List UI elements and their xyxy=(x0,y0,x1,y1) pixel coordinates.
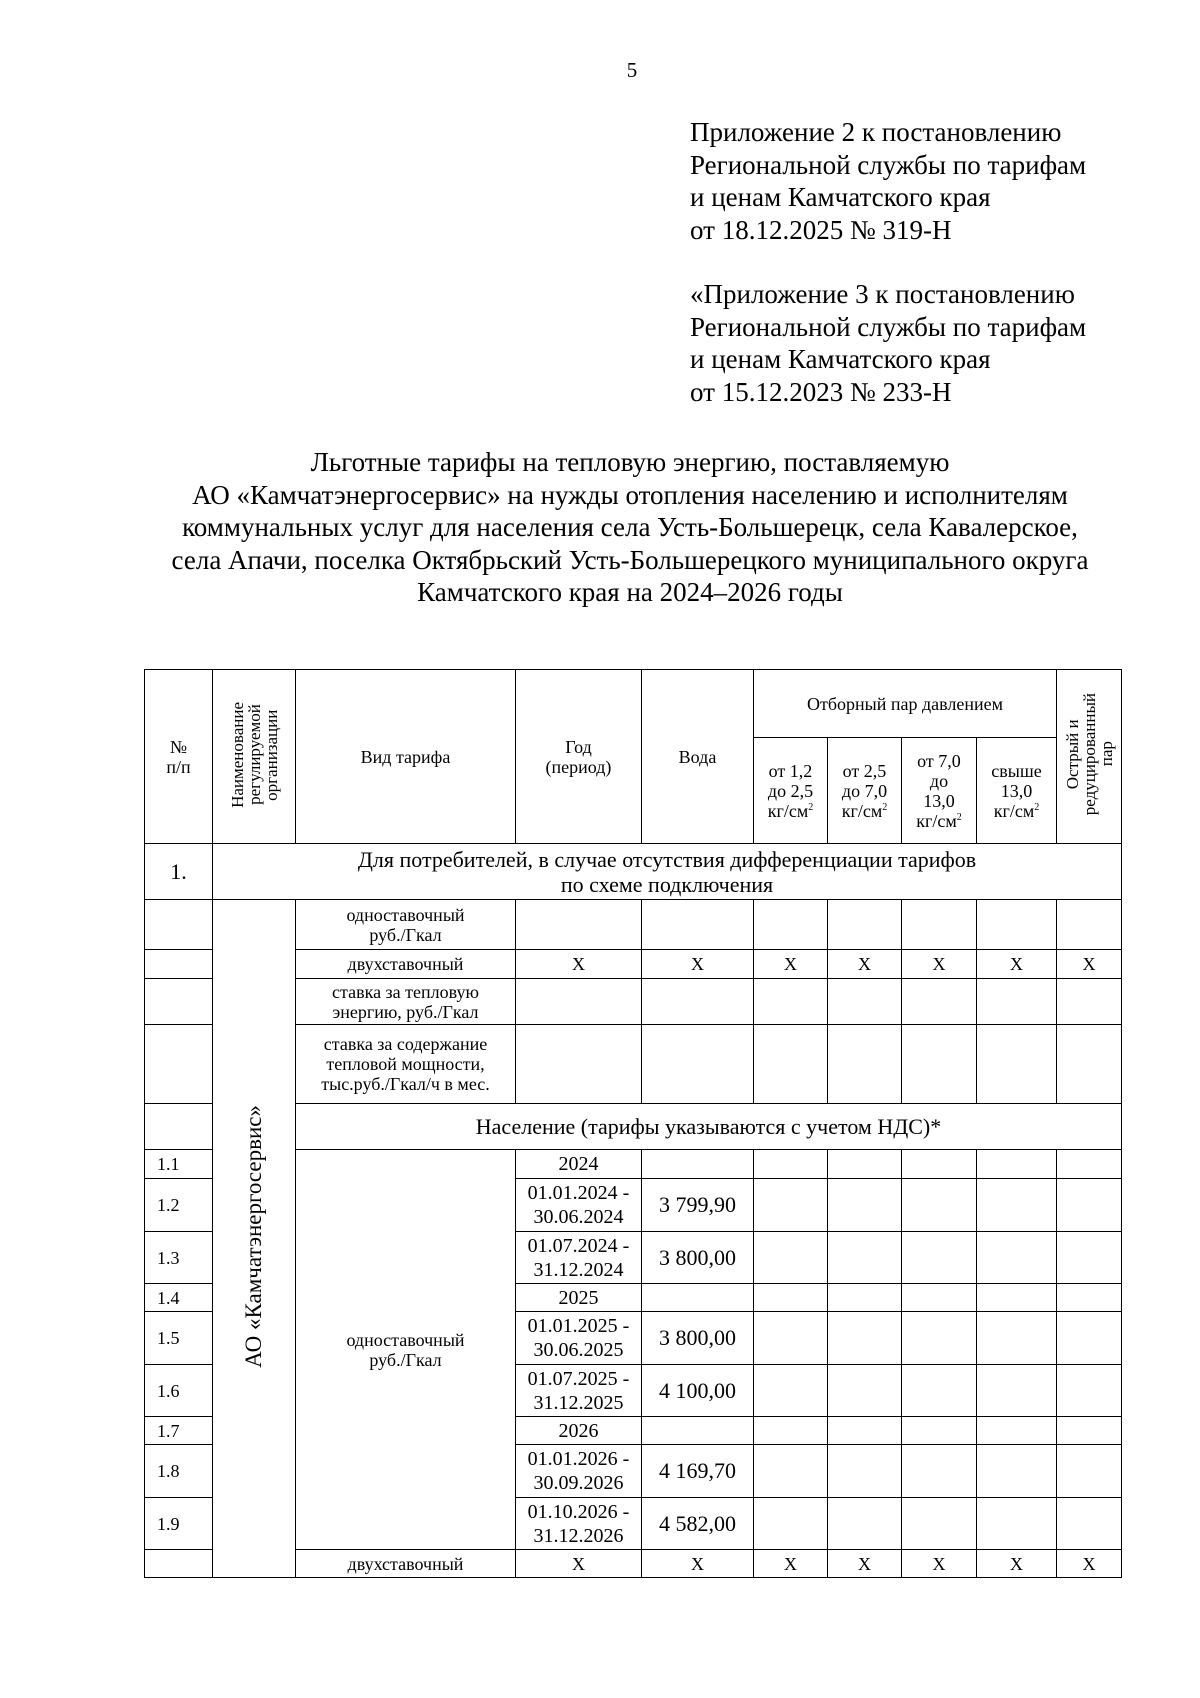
appendix-line: и ценам Камчатского края xyxy=(690,344,991,374)
water-value: 4 582,00 xyxy=(642,1498,754,1550)
section-heading-line: Для потребителей, в случае отсутствия дифференциации тарифов xyxy=(357,846,977,872)
table-row xyxy=(145,900,1122,950)
steam-line: от 7,0 xyxy=(917,750,961,771)
header-year-line: (период) xyxy=(545,756,612,777)
header-sharp-line: пар xyxy=(1096,741,1116,768)
section-num: 1. xyxy=(145,844,213,900)
x-mark: X xyxy=(902,950,977,979)
tariff-type-cell: двухставочный xyxy=(296,950,516,979)
row-num: 1.6 xyxy=(145,1365,213,1417)
header-sharp-line: редуцированный xyxy=(1079,693,1099,816)
org-name: АО «Камчатэнергосервис» xyxy=(241,1105,266,1368)
tariff-type-cell: двухставочный xyxy=(296,1550,516,1578)
appendix-line: от 15.12.2023 № 233-Н xyxy=(690,376,952,407)
x-mark: X xyxy=(754,1550,828,1578)
row-num: 1.2 xyxy=(145,1179,213,1232)
title-line: села Апачи, поселка Октябрьский Усть-Большерецкого муниципального округа xyxy=(171,544,1089,575)
org-name-cell xyxy=(213,900,296,1578)
header-num-line: п/п xyxy=(166,756,191,777)
header-num xyxy=(145,670,213,844)
appendix-line: от 18.12.2025 № 319-Н xyxy=(690,214,952,245)
header-year-line: Год xyxy=(565,736,592,757)
tariff-type-cell: ставка за содержание тепловой мощности, тыс.руб./Гкал/ч в мес. xyxy=(296,1025,516,1104)
steam-line: 13,0 xyxy=(1000,780,1033,801)
appendix-previous-header xyxy=(690,278,1086,408)
header-steam-4 xyxy=(977,738,1057,844)
period-cell: 01.01.2026 - 30.09.2026 xyxy=(516,1445,642,1498)
steam-line: до 7,0 xyxy=(841,780,888,801)
period-cell: 01.07.2025 - 31.12.2025 xyxy=(516,1365,642,1417)
x-mark: X xyxy=(828,950,902,979)
period-cell: 01.10.2026 - 31.12.2026 xyxy=(516,1498,642,1550)
year-cell: 2024 xyxy=(516,1150,642,1179)
appendix-line: Приложение 2 к постановлению xyxy=(690,117,1062,147)
title-line: Льготные тарифы на тепловую энергию, поставляемую xyxy=(310,447,950,477)
header-steam-group: Отборный пар давлением xyxy=(754,670,1057,738)
water-value: 3 800,00 xyxy=(642,1312,754,1365)
title-line: АО «Камчатэнергосервис» на нужды отопления населению и исполнителям xyxy=(192,479,1068,510)
population-heading: Население (тарифы указываются с учетом НДС)* xyxy=(296,1104,1122,1150)
steam-line: 13,0 xyxy=(923,790,955,811)
water-value: 4 100,00 xyxy=(642,1365,754,1417)
row-num: 1.8 xyxy=(145,1445,213,1498)
tariff-type-cell: одноставочный руб./Гкал xyxy=(296,900,516,950)
section-row xyxy=(145,844,1122,900)
row-num: 1.3 xyxy=(145,1232,213,1284)
water-value: 3 800,00 xyxy=(642,1232,754,1284)
header-sharp-steam-text xyxy=(1064,693,1115,815)
steam-line: до 2,5 xyxy=(767,780,814,801)
row-num: 1.5 xyxy=(145,1312,213,1365)
x-mark: X xyxy=(516,1550,642,1578)
x-mark: X xyxy=(902,1550,977,1578)
header-row xyxy=(145,670,1122,738)
steam-unit: $кг/см^2$ xyxy=(993,800,1040,821)
period-cell: 01.07.2024 - 31.12.2024 xyxy=(516,1232,642,1284)
steam-unit: $кг/см^2$ xyxy=(767,800,814,821)
water-value: 4 169,70 xyxy=(642,1445,754,1498)
document-title xyxy=(100,446,1160,609)
tariff-type-cell: ставка за тепловую энергию, руб./Гкал xyxy=(296,979,516,1025)
row-num: 1.1 xyxy=(145,1150,213,1179)
x-mark: X xyxy=(1057,1550,1122,1578)
appendix-line: Региональной службы по тарифам xyxy=(690,149,1087,180)
x-mark: X xyxy=(642,950,754,979)
steam-line: свыше xyxy=(991,760,1042,781)
x-mark: X xyxy=(977,1550,1057,1578)
steam-line: от 1,2 xyxy=(768,760,813,781)
header-steam-3 xyxy=(902,738,977,844)
steam-line: от 2,5 xyxy=(842,760,887,781)
row-num: 1.4 xyxy=(145,1284,213,1312)
page-number: 5 xyxy=(626,58,638,82)
x-mark: X xyxy=(754,950,828,979)
steam-unit: $кг/см^2$ xyxy=(841,800,888,821)
row-num: 1.9 xyxy=(145,1498,213,1550)
title-line: коммунальных услуг для населения села Усть-Большерецк, села Кавалерское, xyxy=(182,512,1078,542)
x-mark: X xyxy=(516,950,642,979)
appendix-line: Региональной службы по тарифам xyxy=(690,311,1087,342)
header-org-line: регулируемой xyxy=(244,704,264,805)
tariff-table xyxy=(144,669,1122,1578)
appendix-current-header xyxy=(690,116,1086,246)
header-org-text xyxy=(229,702,280,808)
period-cell: 01.01.2024 - 30.06.2024 xyxy=(516,1179,642,1232)
section-heading xyxy=(213,844,1122,900)
appendix-line: и ценам Камчатского края xyxy=(690,182,991,212)
water-value: 3 799,90 xyxy=(642,1179,754,1232)
section-heading-line: по схеме подключения xyxy=(560,871,774,897)
year-cell: 2026 xyxy=(516,1417,642,1445)
x-mark: X xyxy=(828,1550,902,1578)
steam-unit: $кг/см^2$ xyxy=(916,810,962,831)
row-num: 1.7 xyxy=(145,1417,213,1445)
header-num-line: № xyxy=(169,736,188,757)
header-org-line: организации xyxy=(261,708,281,801)
header-tariff-type: Вид тарифа xyxy=(296,670,516,844)
title-line: Камчатского края на 2024–2026 годы xyxy=(417,577,843,607)
header-steam-1 xyxy=(754,738,828,844)
x-mark: X xyxy=(642,1550,754,1578)
header-year xyxy=(516,670,642,844)
header-org xyxy=(213,670,296,844)
header-sharp-line: Острый и xyxy=(1062,719,1082,790)
year-cell: 2025 xyxy=(516,1284,642,1312)
x-mark: X xyxy=(1057,950,1122,979)
header-steam-2 xyxy=(828,738,902,844)
period-cell: 01.01.2025 - 30.06.2025 xyxy=(516,1312,642,1365)
header-org-line: Наименование xyxy=(227,701,247,808)
appendix-line: «Приложение 3 к постановлению xyxy=(690,279,1075,309)
population-tariff-type: одноставочный руб./Гкал xyxy=(296,1150,516,1550)
header-sharp-steam xyxy=(1057,670,1122,844)
x-mark: X xyxy=(977,950,1057,979)
steam-line: до xyxy=(929,770,949,791)
header-water: Вода xyxy=(642,670,754,844)
